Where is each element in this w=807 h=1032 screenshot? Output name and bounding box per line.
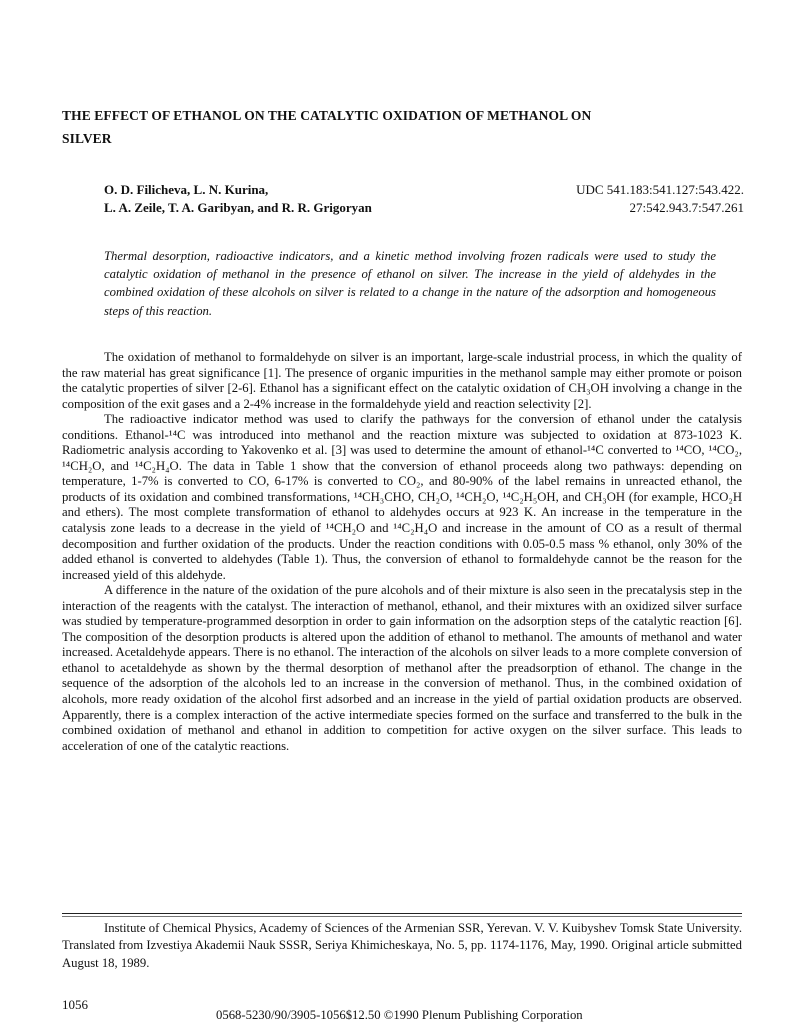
article-title: THE EFFECT OF ETHANOL ON THE CATALYTIC OXIDATION OF METHANOL ON SILVER	[62, 108, 592, 146]
author-line-2: L. A. Zeile, T. A. Garibyan, and R. R. Grigoryan	[104, 200, 372, 215]
author-line-1: O. D. Filicheva, L. N. Kurina,	[104, 182, 269, 197]
copyright-line: 0568-5230/90/3905-1056$12.50 ©1990 Plenum Publishing Corporation	[216, 1008, 583, 1022]
udc-line-1: UDC 541.183:541.127:543.422.	[576, 182, 744, 197]
affiliation-footnote	[62, 920, 742, 972]
article-body	[62, 350, 742, 754]
footnote-divider	[62, 913, 742, 914]
udc-code	[520, 181, 744, 217]
body-paragraph-1: The oxidation of methanol to formaldehyde on silver is an important, large-scale industrial process, in which the quality of the raw material has great significance [1]. The presence of organic impurities in the methanol sample may either promote or poison the catalytic properties of silver [2-6]. Ethanol has a significant effect on the catalytic oxidation of CH₃OH involving a change in the composition of the exit gases and a 2-4% increase in the formaldehyde yield and reaction selectivity [2].	[62, 350, 742, 411]
page-number: 1056	[62, 997, 88, 1012]
footnote-text: Institute of Chemical Physics, Academy of Sciences of the Armenian SSR, Yerevan. V. V. Kuibyshev Tomsk State University. Translated from Izvestiya Akademii Nauk SSSR, Seriya Khimicheskaya, No. 5, pp. 1174-1176, May, 1990. Original article submitted August 18, 1989.	[62, 921, 742, 970]
abstract: Thermal desorption, radioactive indicators, and a kinetic method involving frozen radicals were used to study the catalytic oxidation of methanol in the presence of ethanol on silver. The increase in the yield of aldehydes in the combined oxidation of these alcohols on silver is related to a change in the nature of the adsorption and homogeneous steps of this reaction.	[104, 249, 716, 318]
footnote-divider-secondary	[62, 916, 742, 917]
author-list	[104, 181, 524, 217]
udc-line-2: 27:542.943.7:547.261	[629, 200, 744, 215]
body-paragraph-2: The radioactive indicator method was used to clarify the pathways for the conversion of ethanol under the catalysis conditions. Ethanol-¹⁴C was introduced into methanol and the reaction mixture was subjected to oxidation at 873-1023 K. Radiometric analysis according to Yakovenko et al. [3] was used to determine the amount of ethanol-¹⁴C converted to ¹⁴CO, ¹⁴CO₂, ¹⁴CH₂O, and ¹⁴C₂H₄O. The data in Table 1 show that the conversion of ethanol proceeds along two pathways: depending on temperature, 1-7% is converted to CO, 6-17% is converted to CO₂, and 80-90% of the label remains in unreacted ethanol, the products of its oxidation and combined transformations, ¹⁴CH₃CHO, CH₂O, ¹⁴CH₂O, ¹⁴C₂H₅OH, and CH₃OH (for example, HCO₂H and ethers). The most complete transformation of ethanol to aldehydes occurs at 923 K. An increase in the temperature in the catalysis zone leads to a decrease in the yield of ¹⁴CH₂O and ¹⁴C₂H₄O and increase in the amount of CO as a result of thermal decomposition and further oxidation of the products. Under the reaction conditions with 0.05-0.5 mass % ethanol, only 30% of the added ethanol is converted to aldehydes (Table 1). Thus, the conversion of ethanol to formaldehyde cannot be the reason for the increased yield of this aldehyde.	[62, 412, 742, 582]
body-paragraph-3: A difference in the nature of the oxidation of the pure alcohols and of their mixture is also seen in the precatalysis step in the interaction of the reagents with the catalyst. The interaction of methanol, ethanol, and their mixtures with an oxidized silver surface was studied by temperature-programmed desorption in order to gain information on the adsorption steps of the catalytic reaction [6]. The composition of the desorption products is altered upon the addition of ethanol to methanol. The amounts of methanol and water increased. Acetaldehyde appears. There is no ethanol. The interaction of the alcohols on silver leads to a more complete conversion of ethanol to acetaldehyde as shown by the thermal desorption of methanol after the preadsorption of ethanol. The change in the sequence of the adsorption of the alcohols led to an increase in the conversion of methanol. Thus, in the combined oxidation of alcohols, more ready oxidation of the alcohol first adsorbed and an increase in the yield of partial oxidation products are observed. Apparently, there is a complex interaction of the active intermediate species formed on the surface and transferred to the bulk in the combined oxidation of methanol and ethanol in addition to competition for active oxygen on the silver surface. This leads to acceleration of one of the catalytic reactions.	[62, 583, 742, 753]
